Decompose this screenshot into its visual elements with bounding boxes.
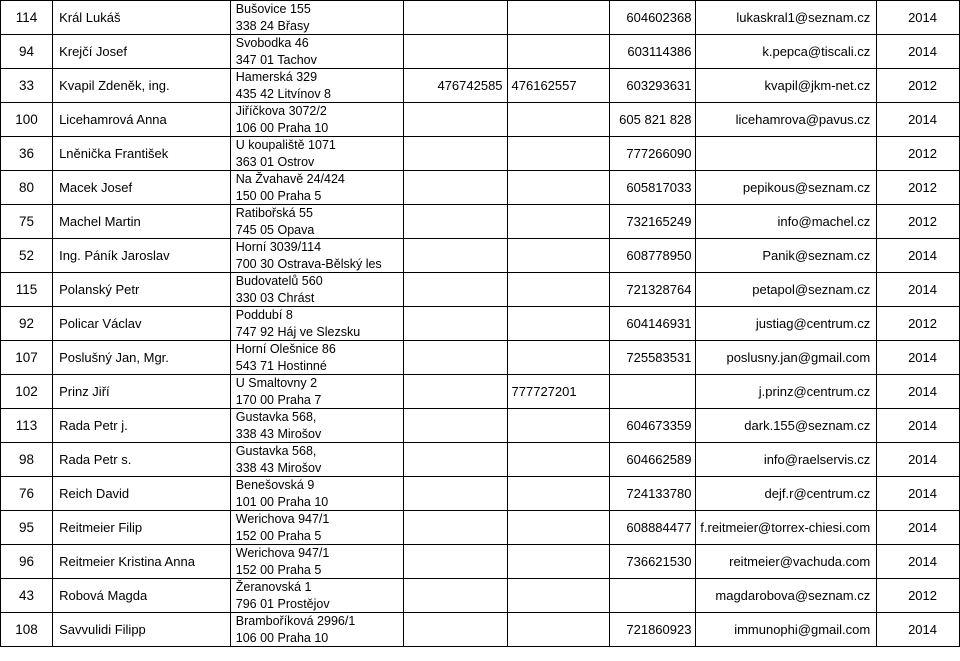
address-city: 435 42 Litvínov 8 <box>235 86 331 101</box>
member-name: Lněnička František <box>53 137 231 171</box>
member-name: Reitmeier Filip <box>53 511 231 545</box>
member-address <box>230 613 404 647</box>
address-city: 170 00 Praha 7 <box>235 392 322 407</box>
address-street: Hamerská 329 <box>235 70 318 84</box>
table-row <box>1 477 960 511</box>
address-street: U koupaliště 1071 <box>235 138 336 152</box>
member-name: Machel Martin <box>53 205 231 239</box>
phone-1 <box>404 341 507 375</box>
phone-2 <box>507 307 609 341</box>
member-name: Král Lukáš <box>53 1 231 35</box>
member-number: 94 <box>1 35 53 69</box>
address-street: Werichova 947/1 <box>235 546 330 560</box>
year: 2014 <box>877 375 960 409</box>
phone-2 <box>507 613 609 647</box>
table-row <box>1 341 960 375</box>
member-name: Robová Magda <box>53 579 231 613</box>
member-number: 43 <box>1 579 53 613</box>
phone-1 <box>404 273 507 307</box>
phone-2 <box>507 171 609 205</box>
mobile-phone: 604662589 <box>609 443 696 477</box>
email: f.reitmeier@torrex-chiesi.com <box>696 511 877 545</box>
phone-1 <box>404 579 507 613</box>
member-address <box>230 35 404 69</box>
table-row <box>1 205 960 239</box>
member-number: 96 <box>1 545 53 579</box>
member-address <box>230 579 404 613</box>
year: 2014 <box>877 613 960 647</box>
phone-2 <box>507 545 609 579</box>
year: 2014 <box>877 409 960 443</box>
email: Panik@seznam.cz <box>696 239 877 273</box>
address-street: Gustavka 568, <box>235 410 317 424</box>
year: 2012 <box>877 205 960 239</box>
member-number: 92 <box>1 307 53 341</box>
mobile-phone: 605 821 828 <box>609 103 696 137</box>
member-name: Reitmeier Kristina Anna <box>53 545 231 579</box>
phone-1 <box>404 103 507 137</box>
member-number: 113 <box>1 409 53 443</box>
phone-2 <box>507 409 609 443</box>
email: reitmeier@vachuda.com <box>696 545 877 579</box>
member-number: 76 <box>1 477 53 511</box>
phone-2 <box>507 579 609 613</box>
phone-2 <box>507 273 609 307</box>
year: 2012 <box>877 579 960 613</box>
mobile-phone: 604673359 <box>609 409 696 443</box>
member-address <box>230 307 404 341</box>
address-city: 330 03 Chrást <box>235 290 315 305</box>
email: kvapil@jkm-net.cz <box>696 69 877 103</box>
table-row <box>1 307 960 341</box>
year: 2012 <box>877 171 960 205</box>
year: 2012 <box>877 307 960 341</box>
mobile-phone: 603293631 <box>609 69 696 103</box>
table-row <box>1 375 960 409</box>
mobile-phone: 604146931 <box>609 307 696 341</box>
email: lukaskral1@seznam.cz <box>696 1 877 35</box>
address-city: 745 05 Opava <box>235 222 315 237</box>
address-city: 363 01 Ostrov <box>235 154 315 169</box>
member-address <box>230 171 404 205</box>
mobile-phone: 608884477 <box>609 511 696 545</box>
member-name: Macek Josef <box>53 171 231 205</box>
address-street: Poddubí 8 <box>235 308 293 322</box>
mobile-phone <box>609 375 696 409</box>
member-address <box>230 375 404 409</box>
email: info@raelservis.cz <box>696 443 877 477</box>
phone-2 <box>507 341 609 375</box>
phone-2 <box>507 511 609 545</box>
member-number: 36 <box>1 137 53 171</box>
address-street: Žeranovská 1 <box>235 580 312 594</box>
member-address <box>230 511 404 545</box>
address-city: 700 30 Ostrava-Bělský les <box>235 256 382 271</box>
year: 2014 <box>877 341 960 375</box>
address-street: Horní 3039/114 <box>235 240 322 254</box>
address-city: 338 43 Mirošov <box>235 460 322 475</box>
member-address <box>230 341 404 375</box>
address-street: U Smaltovny 2 <box>235 376 318 390</box>
year: 2014 <box>877 239 960 273</box>
table-row <box>1 171 960 205</box>
email: dark.155@seznam.cz <box>696 409 877 443</box>
member-name: Licehamrová Anna <box>53 103 231 137</box>
phone-2 <box>507 477 609 511</box>
address-city: 543 71 Hostinné <box>235 358 327 373</box>
email: pepikous@seznam.cz <box>696 171 877 205</box>
phone-2 <box>507 35 609 69</box>
member-number: 100 <box>1 103 53 137</box>
member-name: Savvulidi Filipp <box>53 613 231 647</box>
address-city: 338 24 Břasy <box>235 18 310 33</box>
phone-1 <box>404 477 507 511</box>
address-city: 747 92 Háj ve Slezsku <box>235 324 361 339</box>
address-city: 150 00 Praha 5 <box>235 188 322 203</box>
email: licehamrova@pavus.cz <box>696 103 877 137</box>
table-row <box>1 1 960 35</box>
member-number: 75 <box>1 205 53 239</box>
address-city: 152 00 Praha 5 <box>235 562 322 577</box>
address-city: 338 43 Mirošov <box>235 426 322 441</box>
year: 2014 <box>877 477 960 511</box>
table-row <box>1 511 960 545</box>
address-city: 152 00 Praha 5 <box>235 528 322 543</box>
table-row <box>1 545 960 579</box>
table-row <box>1 239 960 273</box>
address-street: Budovatelů 560 <box>235 274 323 288</box>
email: k.pepca@tiscali.cz <box>696 35 877 69</box>
year: 2014 <box>877 545 960 579</box>
phone-2: 777727201 <box>507 375 609 409</box>
year: 2014 <box>877 1 960 35</box>
member-address <box>230 409 404 443</box>
email: dejf.r@centrum.cz <box>696 477 877 511</box>
member-number: 80 <box>1 171 53 205</box>
email: info@machel.cz <box>696 205 877 239</box>
member-name: Rada Petr j. <box>53 409 231 443</box>
phone-1: 476742585 <box>404 69 507 103</box>
member-number: 102 <box>1 375 53 409</box>
address-city: 796 01 Prostějov <box>235 596 330 611</box>
year: 2014 <box>877 511 960 545</box>
email: j.prinz@centrum.cz <box>696 375 877 409</box>
email: petapol@seznam.cz <box>696 273 877 307</box>
mobile-phone: 777266090 <box>609 137 696 171</box>
phone-1 <box>404 1 507 35</box>
member-number: 98 <box>1 443 53 477</box>
member-name: Policar Václav <box>53 307 231 341</box>
address-street: Ratibořská 55 <box>235 206 313 220</box>
mobile-phone: 732165249 <box>609 205 696 239</box>
member-name: Polanský Petr <box>53 273 231 307</box>
phone-1 <box>404 205 507 239</box>
mobile-phone: 605817033 <box>609 171 696 205</box>
phone-1 <box>404 613 507 647</box>
phone-1 <box>404 409 507 443</box>
table-row <box>1 137 960 171</box>
phone-1 <box>404 511 507 545</box>
member-name: Krejčí Josef <box>53 35 231 69</box>
member-number: 95 <box>1 511 53 545</box>
phone-2 <box>507 103 609 137</box>
member-name: Prinz Jiří <box>53 375 231 409</box>
mobile-phone: 724133780 <box>609 477 696 511</box>
mobile-phone: 603114386 <box>609 35 696 69</box>
phone-1 <box>404 171 507 205</box>
phone-2 <box>507 1 609 35</box>
member-name: Reich David <box>53 477 231 511</box>
address-street: Svobodka 46 <box>235 36 309 50</box>
table-row <box>1 613 960 647</box>
phone-2 <box>507 239 609 273</box>
table-row <box>1 273 960 307</box>
mobile-phone <box>609 579 696 613</box>
address-street: Jiříčkova 3072/2 <box>235 104 327 118</box>
member-address <box>230 205 404 239</box>
mobile-phone: 608778950 <box>609 239 696 273</box>
member-address <box>230 1 404 35</box>
member-name: Kvapil Zdeněk, ing. <box>53 69 231 103</box>
year: 2014 <box>877 103 960 137</box>
address-street: Horní Olešnice 86 <box>235 342 336 356</box>
member-name: Poslušný Jan, Mgr. <box>53 341 231 375</box>
year: 2012 <box>877 137 960 171</box>
phone-1 <box>404 545 507 579</box>
member-number: 108 <box>1 613 53 647</box>
year: 2014 <box>877 35 960 69</box>
table-row <box>1 409 960 443</box>
email: justiag@centrum.cz <box>696 307 877 341</box>
member-address <box>230 103 404 137</box>
table-row <box>1 103 960 137</box>
member-address <box>230 69 404 103</box>
phone-2 <box>507 205 609 239</box>
member-number: 52 <box>1 239 53 273</box>
member-name: Rada Petr s. <box>53 443 231 477</box>
member-address <box>230 273 404 307</box>
table-row <box>1 443 960 477</box>
member-number: 33 <box>1 69 53 103</box>
member-number: 107 <box>1 341 53 375</box>
mobile-phone: 604602368 <box>609 1 696 35</box>
table-row <box>1 69 960 103</box>
year: 2014 <box>877 443 960 477</box>
address-street: Gustavka 568, <box>235 444 317 458</box>
member-address <box>230 137 404 171</box>
phone-2: 476162557 <box>507 69 609 103</box>
year: 2012 <box>877 69 960 103</box>
phone-1 <box>404 375 507 409</box>
phone-1 <box>404 307 507 341</box>
member-number: 114 <box>1 1 53 35</box>
phone-2 <box>507 137 609 171</box>
table-row <box>1 35 960 69</box>
mobile-phone: 721328764 <box>609 273 696 307</box>
member-address <box>230 477 404 511</box>
email: poslusny.jan@gmail.com <box>696 341 877 375</box>
member-number: 115 <box>1 273 53 307</box>
member-address <box>230 545 404 579</box>
member-name: Ing. Páník Jaroslav <box>53 239 231 273</box>
mobile-phone: 725583531 <box>609 341 696 375</box>
address-city: 106 00 Praha 10 <box>235 630 329 645</box>
mobile-phone: 736621530 <box>609 545 696 579</box>
email: immunophi@gmail.com <box>696 613 877 647</box>
address-city: 101 00 Praha 10 <box>235 494 329 509</box>
year: 2014 <box>877 273 960 307</box>
phone-1 <box>404 239 507 273</box>
address-city: 106 00 Praha 10 <box>235 120 329 135</box>
table-row <box>1 579 960 613</box>
phone-1 <box>404 443 507 477</box>
member-address <box>230 443 404 477</box>
address-street: Na Žvahavě 24/424 <box>235 172 345 186</box>
member-address <box>230 239 404 273</box>
email <box>696 137 877 171</box>
email: magdarobova@seznam.cz <box>696 579 877 613</box>
address-street: Bramboříková 2996/1 <box>235 614 356 628</box>
address-street: Werichova 947/1 <box>235 512 330 526</box>
phone-1 <box>404 137 507 171</box>
address-city: 347 01 Tachov <box>235 52 317 67</box>
phone-1 <box>404 35 507 69</box>
mobile-phone: 721860923 <box>609 613 696 647</box>
address-street: Bušovice 155 <box>235 2 311 16</box>
phone-2 <box>507 443 609 477</box>
address-street: Benešovská 9 <box>235 478 315 492</box>
